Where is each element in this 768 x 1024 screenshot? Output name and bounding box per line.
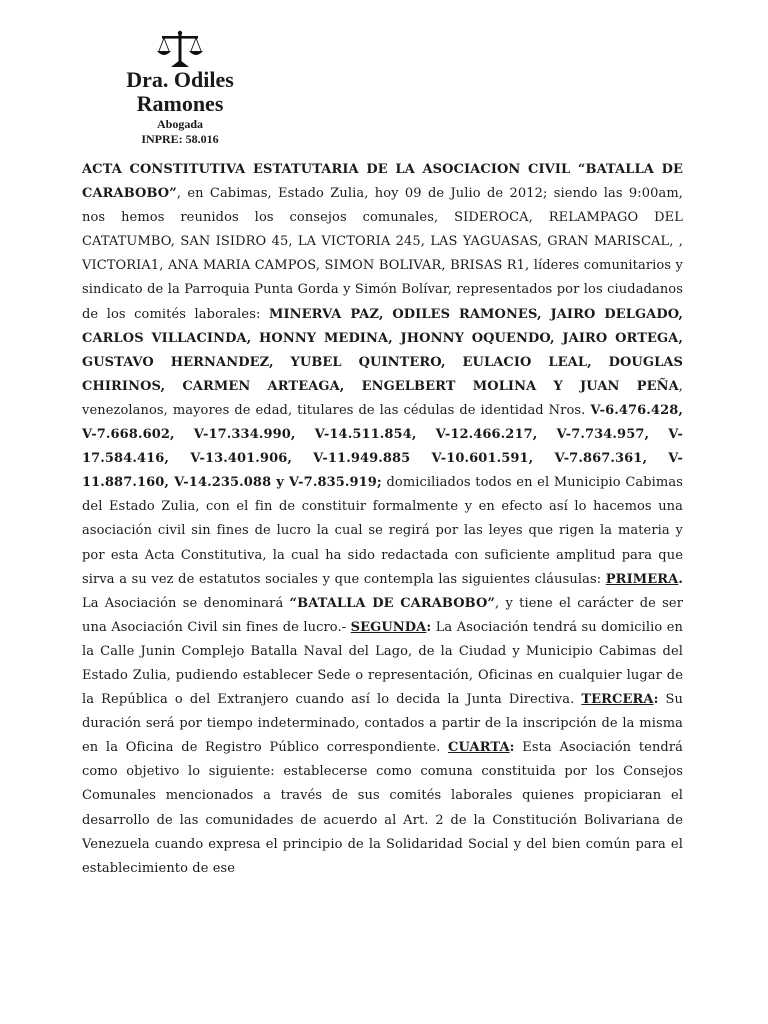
punctuation: :: [426, 619, 432, 635]
letterhead: [95, 30, 265, 146]
clause-heading-segunda: SEGUNDA: [350, 619, 427, 635]
text-segment: La Asociación tendrá su domicilio en la Calle Junin Complejo Batalla Naval del Lago, de la Ciudad y Municipio Cabimas del Estado Zulia, pudiendo establecer Sede o representación, Oficinas en cualquier lugar de la República o del Extranjero cuando así lo decida la Junta Directiva.: [82, 619, 684, 708]
members-names: MINERVA PAZ, ODILES RAMONES, JAIRO DELGADO, CARLOS VILLACINDA, HONNY MEDINA, JHONNY OQUENDO, JAIRO ORTEGA, GUSTAVO HERNANDEZ, YUBEL QUINTERO, EULACIO LEAL, DOUGLAS CHIRINOS, CARMEN ARTEAGA, ENGELBERT MOLINA Y JUAN PEÑA: [82, 306, 684, 394]
inpre-number: INPRE: 58.016: [141, 132, 219, 146]
text-segment: Esta Asociación tendrá como objetivo lo siguiente: establecerse como comuna constituida por los Consejos Comunales mencionados a través de sus comités laborales quienes propiciaran el desarrollo de las comunidades de acuerdo al Art. 2 de la Constitución Bolivariana de Venezuela cuando expresa el principio de la Solidaridad Social y del bien común para el establecimiento de ese: [82, 740, 683, 876]
clause-heading-tercera: TERCERA: [581, 692, 654, 708]
clause-heading-cuarta: CUARTA: [448, 740, 510, 756]
lawyer-name-line2: Ramones: [136, 91, 224, 116]
punctuation: :: [653, 692, 659, 708]
association-name: “BATALLA DE CARABOBO”: [289, 595, 496, 611]
punctuation: .: [678, 571, 683, 587]
text-segment: , y tiene el carácter de ser una Asociación Civil sin fines de lucro.-: [82, 595, 684, 635]
lawyer-profession: Abogada: [156, 117, 203, 131]
text-segment: , en Cabimas, Estado Zulia, hoy 09 de Julio de 2012; siendo las 9:00am, nos hemos reunidos los consejos comunales, SIDEROCA, RELAMPAGO DEL CATATUMBO, SAN ISIDRO 45, LA VICTORIA 245, LAS YAGUASAS, GRAN MARISCAL, , VICTORIA1, ANA MARIA CAMPOS, SIMON BOLIVAR, BRISAS R1, líderes comunitarios y sindicato de la Parroquia Punta Gorda y Simón Bolívar, representados por los ciudadanos de los comités laborales:: [82, 186, 683, 322]
text-segment: domiciliados todos en el Municipio Cabimas del Estado Zulia, con el fin de constituir formalmente y en efecto así lo hacemos una asociación civil sin fines de lucro la cual se regirá por las leyes que rigen la materia y por esta Acta Constitutiva, la cual ha sido redactada con suficiente amplitud para que sirva a su vez de estatutos sociales y que contempla las siguientes cláusulas:: [82, 475, 683, 587]
text-segment: La Asociación se denominará: [82, 595, 290, 611]
text-segment: Su duración será por tiempo indeterminado, contados a partir de la inscripción de la misma en la Oficina de Registro Público correspondiente.: [82, 692, 683, 756]
document-paragraph: [82, 158, 683, 881]
scales-of-justice-icon: [156, 30, 204, 68]
id-numbers: V-6.476.428, V-7.668.602, V-17.334.990, V-14.511.854, V-12.466.217, V-7.734.957, V-17.584.416, V-13.401.906, V-11.949.885 V-10.601.591, V-7.867.361, V-11.887.160, V-14.235.088 y V-7.835.919;: [82, 402, 683, 491]
lawyer-name-line1: Dra. Odiles: [126, 67, 234, 92]
document-body: [82, 158, 683, 881]
punctuation: :: [509, 740, 515, 756]
act-title: ACTA CONSTITUTIVA ESTATUTARIA DE LA ASOCIACION CIVIL “BATALLA DE CARABOBO”: [82, 162, 683, 202]
clause-heading-primera: PRIMERA: [605, 571, 679, 587]
text-segment: , venezolanos, mayores de edad, titulares de las cédulas de identidad Nros.: [82, 378, 683, 418]
